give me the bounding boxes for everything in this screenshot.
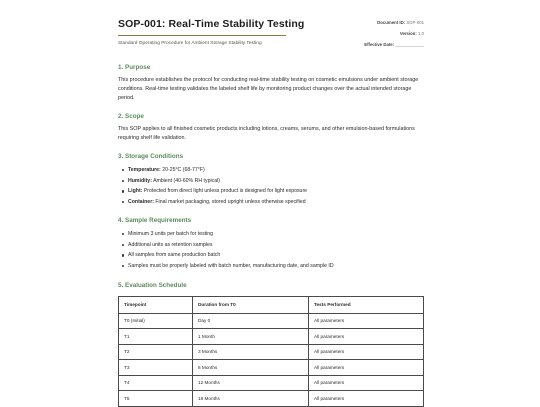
list-item: All samples from same production batch — [118, 250, 424, 261]
storage-item-text: Protected from direct light unless product is designed for light exposure — [142, 188, 308, 195]
duration-cell: Day 0 — [193, 313, 309, 329]
list-item — [118, 186, 424, 197]
column-header-duration: Duration from T0 — [193, 297, 309, 314]
list-item — [118, 197, 424, 208]
table-row — [119, 391, 424, 407]
column-header-timepoint: Timepoint — [119, 297, 193, 314]
storage-item-label: Temperature: — [128, 167, 161, 173]
title-divider — [118, 35, 286, 36]
list-item: Additional units as retention samples — [118, 240, 424, 251]
storage-conditions-list — [118, 165, 424, 207]
effective-date-label: Effective Date: — [364, 42, 395, 47]
table-row — [119, 375, 424, 391]
duration-cell: 18 Months — [193, 391, 309, 407]
storage-item-text: Ambient (40-60% RH typical) — [151, 177, 220, 184]
document-meta — [364, 20, 424, 53]
timepoint-cell: T1 — [119, 329, 193, 345]
document-id-label: Document ID: — [377, 20, 406, 25]
timepoint-cell: T5 — [119, 391, 193, 407]
table-row — [119, 329, 424, 345]
timepoint-cell: T2 — [119, 344, 193, 360]
storage-item-label: Humidity: — [128, 177, 152, 184]
version-value: 1.0 — [418, 31, 424, 36]
samples-heading: 4. Sample Requirements — [118, 217, 192, 224]
tests-cell: All parameters — [309, 329, 424, 345]
tests-cell: All parameters — [309, 360, 424, 376]
duration-cell: 12 Months — [193, 375, 309, 391]
purpose-text: This procedure establishes the protocol for conducting real-time stability testing on cosmetic emulsions under ambient storage conditions. Real-time testing validates the labeled shelf life by monitoring product changes over the actual intended storage period. — [118, 77, 419, 101]
storage-item-label: Container: — [128, 198, 154, 205]
version-label: Version: — [399, 31, 417, 36]
tests-cell: All parameters — [309, 313, 424, 329]
duration-cell: 3 Months — [193, 344, 309, 360]
storage-item-label: Light: — [128, 188, 143, 195]
document-header — [118, 18, 424, 54]
scope-text: This SOP applies to all finished cosmetic products including lotions, creams, serums, and other emulsion-based formulations requiring shelf life validation. — [118, 126, 415, 141]
storage-item-text: Final market packaging, stored upright unless otherwise specified — [153, 198, 306, 205]
sample-requirements-list — [118, 229, 424, 271]
tests-cell: All parameters — [309, 344, 424, 360]
table-row — [119, 360, 424, 376]
scope-heading: 2. Scope — [118, 113, 144, 120]
timepoint-cell: T3 — [119, 360, 193, 376]
page-title: SOP-001: Real-Time Stability Testing — [118, 18, 305, 30]
table-row — [119, 313, 424, 329]
list-item: Samples must be properly labeled with batch number, manufacturing date, and sample ID — [118, 261, 424, 272]
timepoint-cell: T0 (Initial) — [119, 313, 193, 329]
duration-cell: 1 Month — [193, 329, 309, 345]
effective-date-value: ____________ — [395, 42, 424, 47]
list-item — [118, 176, 424, 187]
table-header-row — [119, 297, 424, 314]
evaluation-schedule-table — [118, 296, 424, 407]
tests-cell: All parameters — [309, 375, 424, 391]
duration-cell: 6 Months — [193, 360, 309, 376]
tests-cell: All parameters — [309, 391, 424, 407]
timepoint-cell: T4 — [119, 375, 193, 391]
page-subtitle: Standard Operating Procedure for Ambient Storage Stability Testing — [118, 41, 262, 46]
schedule-heading: 5. Evaluation Schedule — [118, 282, 187, 289]
purpose-heading: 1. Purpose — [118, 64, 151, 71]
list-item: Minimum 3 units per batch for testing — [118, 229, 424, 240]
column-header-tests: Tests Performed — [309, 297, 424, 314]
storage-item-text: 20-25°C (68-77°F) — [160, 167, 205, 173]
list-item — [118, 165, 424, 176]
storage-heading: 3. Storage Conditions — [118, 153, 184, 160]
table-row — [119, 344, 424, 360]
document-id-value: SOP-001 — [406, 20, 424, 25]
